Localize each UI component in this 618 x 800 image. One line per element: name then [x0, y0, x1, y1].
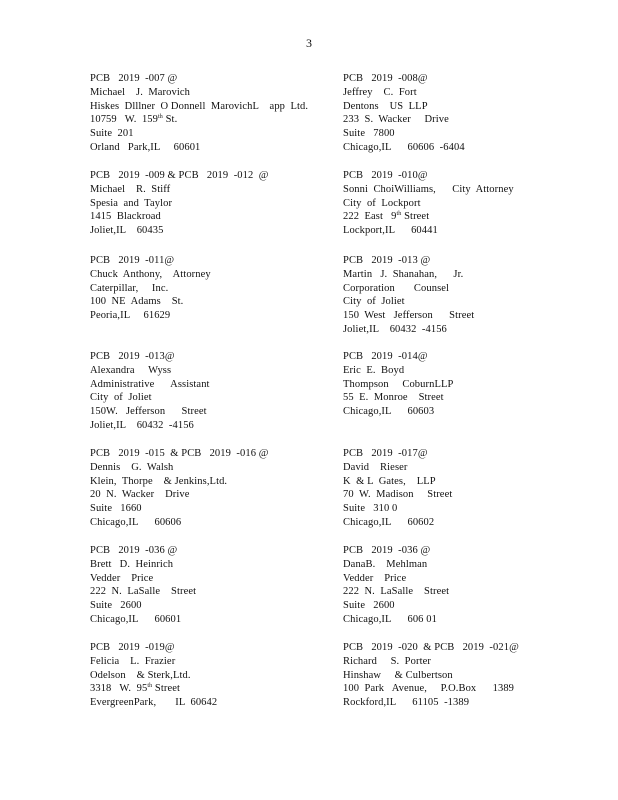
address-line: [343, 282, 474, 296]
address-line-text: Rockford,IL 61105 -1389: [343, 697, 470, 709]
address-line-text: PCB 2019 -009 & PCB 2019 -012 @: [90, 170, 269, 181]
address-line: [343, 475, 452, 489]
address-line-text: 100 Park Avenue, P.O.Box 1389: [343, 683, 515, 695]
address-line: [343, 86, 465, 100]
case-reference: [90, 169, 269, 183]
address-line-text: PCB 2019 -036 @: [343, 545, 431, 556]
address-line: [343, 461, 452, 475]
address-line-text: Peoria,IL 61629: [90, 310, 171, 322]
address-line: [90, 488, 269, 502]
address-block: [90, 169, 269, 238]
address-line-text: 150 West Jefferson Street: [343, 310, 475, 322]
address-line-text: PCB 2019 -010@: [343, 170, 428, 181]
address-block: [90, 350, 210, 433]
address-line-text: 3318 W. 95: [90, 683, 148, 695]
address-line-text: K & L Gates, LLP: [343, 475, 436, 487]
address-line-text: 10759 W. 159: [90, 114, 159, 126]
address-block: [343, 254, 474, 337]
address-line-text: 150W. Jefferson Street: [90, 406, 207, 418]
address-line: [90, 86, 308, 100]
address-line: [90, 295, 211, 309]
address-line: [90, 599, 196, 613]
address-line-text: David Rieser: [343, 461, 408, 473]
address-line-text: Eric E. Boyd: [343, 364, 405, 376]
address-line-text: Hinshaw & Culbertson: [343, 669, 453, 681]
address-line: [343, 141, 465, 155]
address-line: [90, 558, 196, 572]
case-reference: [343, 72, 465, 86]
address-line: [90, 268, 211, 282]
address-line: [343, 197, 514, 211]
address-line-text: Chicago,IL 60601: [90, 613, 182, 625]
address-line-suffix: Street: [401, 211, 430, 223]
address-line-text: Thompson CoburnLLP: [343, 378, 454, 390]
address-line-text: Suite 201: [90, 128, 134, 140]
address-line: [90, 461, 269, 475]
address-line-text: 1415 Blackroad: [90, 211, 161, 223]
address-line: [343, 183, 514, 197]
address-line-text: 20 N. Wacker Drive: [90, 489, 190, 501]
case-reference: [90, 254, 211, 268]
page-number: 3: [306, 36, 312, 50]
address-line: [90, 282, 211, 296]
address-line: [343, 599, 449, 613]
address-line-text: 55 E. Monroe Street: [343, 392, 444, 404]
address-line-text: 222 East 9: [343, 211, 397, 223]
address-line: [90, 516, 269, 530]
address-line: [343, 516, 452, 530]
address-line-text: Spesia and Taylor: [90, 197, 173, 209]
address-line: [90, 419, 210, 433]
address-line: [90, 682, 217, 696]
case-reference: [343, 641, 519, 655]
address-line-text: Joliet,IL 60435: [90, 225, 164, 237]
address-line: [90, 696, 217, 710]
address-line-suffix: St.: [162, 114, 178, 126]
address-line: [343, 585, 449, 599]
case-reference: [343, 254, 474, 268]
address-block: [343, 544, 449, 627]
address-line: [343, 405, 453, 419]
case-reference: [90, 72, 308, 86]
address-line: [343, 210, 514, 224]
address-line: [343, 309, 474, 323]
address-line-text: Vedder Price: [343, 572, 407, 584]
address-block: [343, 350, 453, 419]
address-line: [343, 572, 449, 586]
address-line-text: Joliet,IL 60432 -4156: [343, 323, 447, 335]
address-line-text: Suite 2600: [90, 600, 142, 612]
address-line-text: Suite 2600: [343, 600, 395, 612]
address-line-text: Chicago,IL 60606 -6404: [343, 141, 465, 153]
address-line-suffix: Street: [152, 683, 181, 695]
address-line-text: Michael R. Stiff: [90, 183, 171, 195]
address-line-text: Chicago,IL 60602: [343, 516, 435, 528]
address-line: [343, 558, 449, 572]
address-line-text: Suite 310 0: [343, 503, 398, 515]
address-line-text: PCB 2019 -007 @: [90, 73, 178, 84]
case-reference: [343, 169, 514, 183]
address-line-text: PCB 2019 -011@: [90, 255, 175, 266]
address-line: [90, 378, 210, 392]
address-line-text: PCB 2019 -015 & PCB 2019 -016 @: [90, 448, 269, 459]
address-line-text: Vedder Price: [90, 572, 154, 584]
address-line: [90, 113, 308, 127]
address-line-text: EvergreenPark, IL 60642: [90, 697, 218, 709]
address-line-text: Joliet,IL 60432 -4156: [90, 419, 194, 431]
address-line: [90, 585, 196, 599]
address-line: [90, 475, 269, 489]
address-line-text: Chicago,IL 60606: [90, 516, 182, 528]
address-line-text: 70 W. Madison Street: [343, 489, 453, 501]
address-line-text: Sonni ChoiWilliams, City Attorney: [343, 183, 514, 195]
address-block: [90, 544, 196, 627]
address-line: [343, 488, 452, 502]
address-block: [343, 641, 519, 710]
address-block: [343, 72, 465, 155]
address-line-text: Martin J. Shanahan, Jr.: [343, 268, 464, 280]
address-line-text: PCB 2019 -014@: [343, 351, 428, 362]
address-line-text: Chicago,IL 60603: [343, 406, 435, 418]
ordinal-suffix: th: [147, 683, 153, 690]
address-line: [343, 669, 519, 683]
address-line-text: PCB 2019 -017@: [343, 448, 428, 459]
case-reference: [90, 641, 217, 655]
address-line: [343, 224, 514, 238]
case-reference: [90, 544, 196, 558]
address-line-text: 222 N. LaSalle Street: [90, 586, 197, 598]
address-line-text: Chicago,IL 606 01: [343, 613, 437, 625]
address-line: [343, 682, 519, 696]
address-line-text: City of Joliet: [90, 392, 152, 404]
address-line: [90, 655, 217, 669]
address-line: [343, 113, 465, 127]
address-line: [343, 391, 453, 405]
address-line-text: City of Joliet: [343, 296, 405, 308]
address-line-text: Dennis G. Walsh: [90, 461, 174, 473]
address-line: [90, 502, 269, 516]
address-line-text: Caterpillar, Inc.: [90, 282, 169, 294]
address-line-text: 100 NE Adams St.: [90, 296, 184, 308]
address-line-text: 233 S. Wacker Drive: [343, 114, 449, 126]
address-line: [343, 100, 465, 114]
address-line-text: PCB 2019 -019@: [90, 642, 175, 653]
case-reference: [343, 350, 453, 364]
address-line-text: Alexandra Wyss: [90, 364, 172, 376]
address-line: [343, 696, 519, 710]
address-line-text: Lockport,IL 60441: [343, 225, 438, 237]
address-line-text: Felicia L. Frazier: [90, 655, 176, 667]
address-line-text: Orland Park,IL 60601: [90, 141, 201, 153]
address-block: [343, 169, 514, 238]
address-line-text: Jeffrey C. Fort: [343, 86, 417, 98]
address-line: [90, 391, 210, 405]
address-line: [90, 224, 269, 238]
address-block: [90, 641, 217, 710]
address-line: [343, 323, 474, 337]
ordinal-suffix: th: [158, 114, 163, 121]
address-block: [90, 254, 211, 323]
address-line-text: Dentons US LLP: [343, 100, 428, 112]
address-line-text: Hiskes Dlllner O Donnell MarovichL app Ltd.: [90, 100, 309, 112]
address-line-text: Chuck Anthony, Attorney: [90, 268, 211, 280]
address-line-text: 222 N. LaSalle Street: [343, 586, 450, 598]
address-line: [343, 364, 453, 378]
address-line: [90, 669, 217, 683]
address-line: [343, 502, 452, 516]
address-line: [90, 100, 308, 114]
address-line-text: Michael J. Marovich: [90, 86, 190, 98]
address-line: [90, 405, 210, 419]
address-line-text: PCB 2019 -013 @: [343, 255, 431, 266]
address-line: [343, 268, 474, 282]
address-block: [90, 72, 308, 155]
address-line-text: Suite 1660: [90, 503, 142, 515]
address-line-text: PCB 2019 -013@: [90, 351, 175, 362]
address-line: [90, 210, 269, 224]
address-line-text: DanaB. Mehlman: [343, 558, 428, 570]
address-line-text: Corporation Counsel: [343, 282, 450, 294]
address-line: [343, 295, 474, 309]
address-line-text: PCB 2019 -036 @: [90, 545, 178, 556]
ordinal-suffix: th: [396, 211, 402, 218]
address-line: [343, 378, 453, 392]
address-line: [343, 127, 465, 141]
address-block: [343, 447, 452, 530]
address-line: [343, 655, 519, 669]
address-line: [90, 141, 308, 155]
case-reference: [90, 447, 269, 461]
case-reference: [90, 350, 210, 364]
address-line: [90, 613, 196, 627]
address-line-text: Brett D. Heinrich: [90, 558, 174, 570]
case-reference: [343, 447, 452, 461]
address-line: [90, 364, 210, 378]
case-reference: [343, 544, 449, 558]
address-line-text: Odelson & Sterk,Ltd.: [90, 669, 191, 681]
address-line-text: PCB 2019 -008@: [343, 73, 428, 84]
address-line-text: Klein, Thorpe & Jenkins,Ltd.: [90, 475, 228, 487]
address-line: [90, 572, 196, 586]
address-line: [90, 309, 211, 323]
address-line-text: City of Lockport: [343, 197, 421, 209]
address-line-text: Richard S. Porter: [343, 655, 431, 667]
address-line-text: Suite 7800: [343, 128, 395, 140]
address-line: [90, 183, 269, 197]
address-line: [90, 197, 269, 211]
address-line: [343, 613, 449, 627]
address-line: [90, 127, 308, 141]
address-block: [90, 447, 269, 530]
address-line-text: PCB 2019 -020 & PCB 2019 -021@: [343, 642, 519, 653]
address-line-text: Administrative Assistant: [90, 378, 210, 390]
